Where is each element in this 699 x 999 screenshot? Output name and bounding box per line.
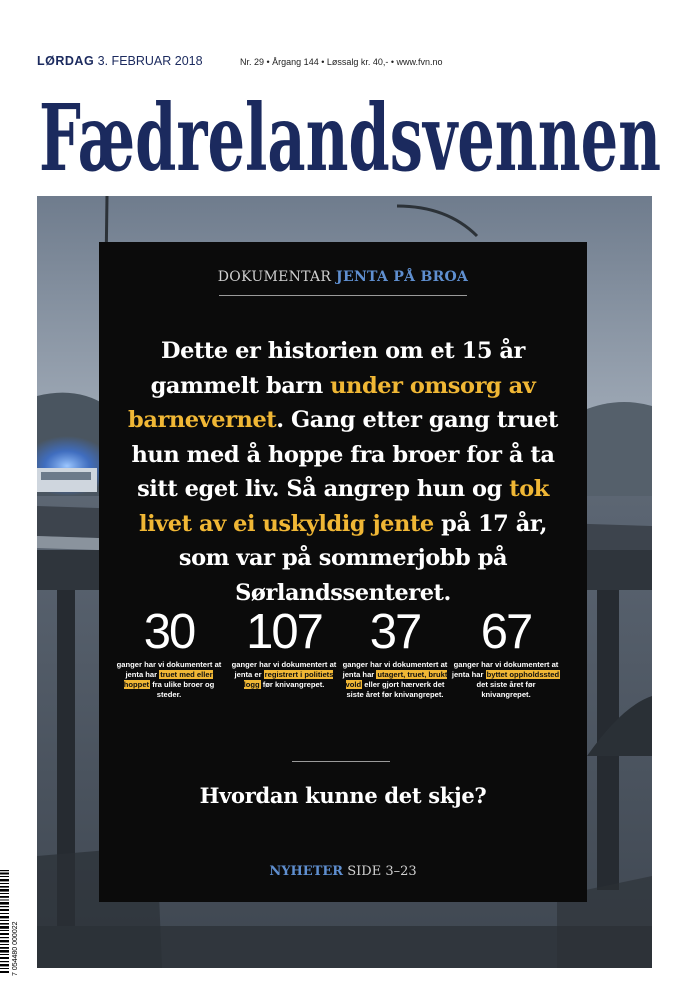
headline-question: Hvordan kunne det skje? (199, 783, 487, 808)
stat-description: ganger har vi dokumentert at jenta har truet med eller hoppet fra ulike broer og steder. (116, 660, 222, 699)
lead-text (111, 334, 575, 610)
page-reference-section: NYHETER (269, 864, 344, 879)
question-divider (292, 761, 390, 762)
dateline (37, 54, 203, 68)
stat-block (229, 607, 339, 690)
stat-number: 37 (369, 605, 421, 659)
section-kicker (99, 269, 587, 285)
lead-segment: . Gang etter gang truet hun med å hoppe fra broer for å ta sitt eget liv. Så angrep hun og (131, 407, 558, 502)
issue-info: Nr. 29 • Årgang 144 • Løssalg kr. 40,- • www.fvn.no (240, 57, 443, 67)
newspaper-title: Fædrelandsvennen (39, 84, 661, 192)
kicker-label: DOKUMENTAR (217, 269, 332, 285)
story-panel (99, 242, 587, 902)
stat-block (451, 607, 561, 700)
stat-block (340, 607, 450, 700)
stats-row (99, 607, 587, 757)
stat-description: ganger har vi dokumentert at jenta har byttet oppholdssted det siste året før knivangrepet. (451, 660, 560, 699)
barcode-number: 7 054480 000022 (12, 921, 19, 976)
stat-block (114, 607, 224, 700)
lead-highlight: tok livet av ei uskyldig jente (138, 476, 549, 537)
stat-highlight: byttet oppholdssted (486, 670, 560, 679)
lead-highlight: under omsorg av barnevernet (128, 372, 536, 433)
dateline-date: 3. FEBRUAR 2018 (97, 54, 203, 68)
kicker-divider (219, 295, 467, 296)
stat-number: 67 (480, 605, 532, 659)
stat-highlight: truet med eller hoppet (123, 670, 213, 689)
kicker-title: JENTA PÅ BROA (336, 269, 469, 285)
stat-description: ganger har vi dokumentert at jenta er registrert i politiets logg før knivangrepet. (231, 660, 337, 689)
newspaper-logo (30, 68, 670, 192)
stat-description: ganger har vi dokumentert at jenta har utagert, truet, brukt vold eller gjort hærverk det siste året før knivangrepet. (342, 660, 448, 699)
dateline-day: LØRDAG (37, 54, 95, 68)
page-reference (99, 864, 587, 879)
lead-segment: Dette er historien om et 15 år gammelt barn (150, 338, 525, 399)
page-reference-pages: SIDE 3–23 (347, 864, 417, 879)
lead-segment: på 17 år, som var på sommerjobb på Sørlandssenteret. (178, 510, 548, 606)
stat-number: 30 (143, 605, 195, 659)
stat-number: 107 (246, 605, 322, 659)
barcode (0, 868, 26, 978)
stat-highlight: registrert i politiets logg (243, 670, 334, 689)
stat-highlight: utagert, truet, brukt vold (345, 670, 448, 689)
